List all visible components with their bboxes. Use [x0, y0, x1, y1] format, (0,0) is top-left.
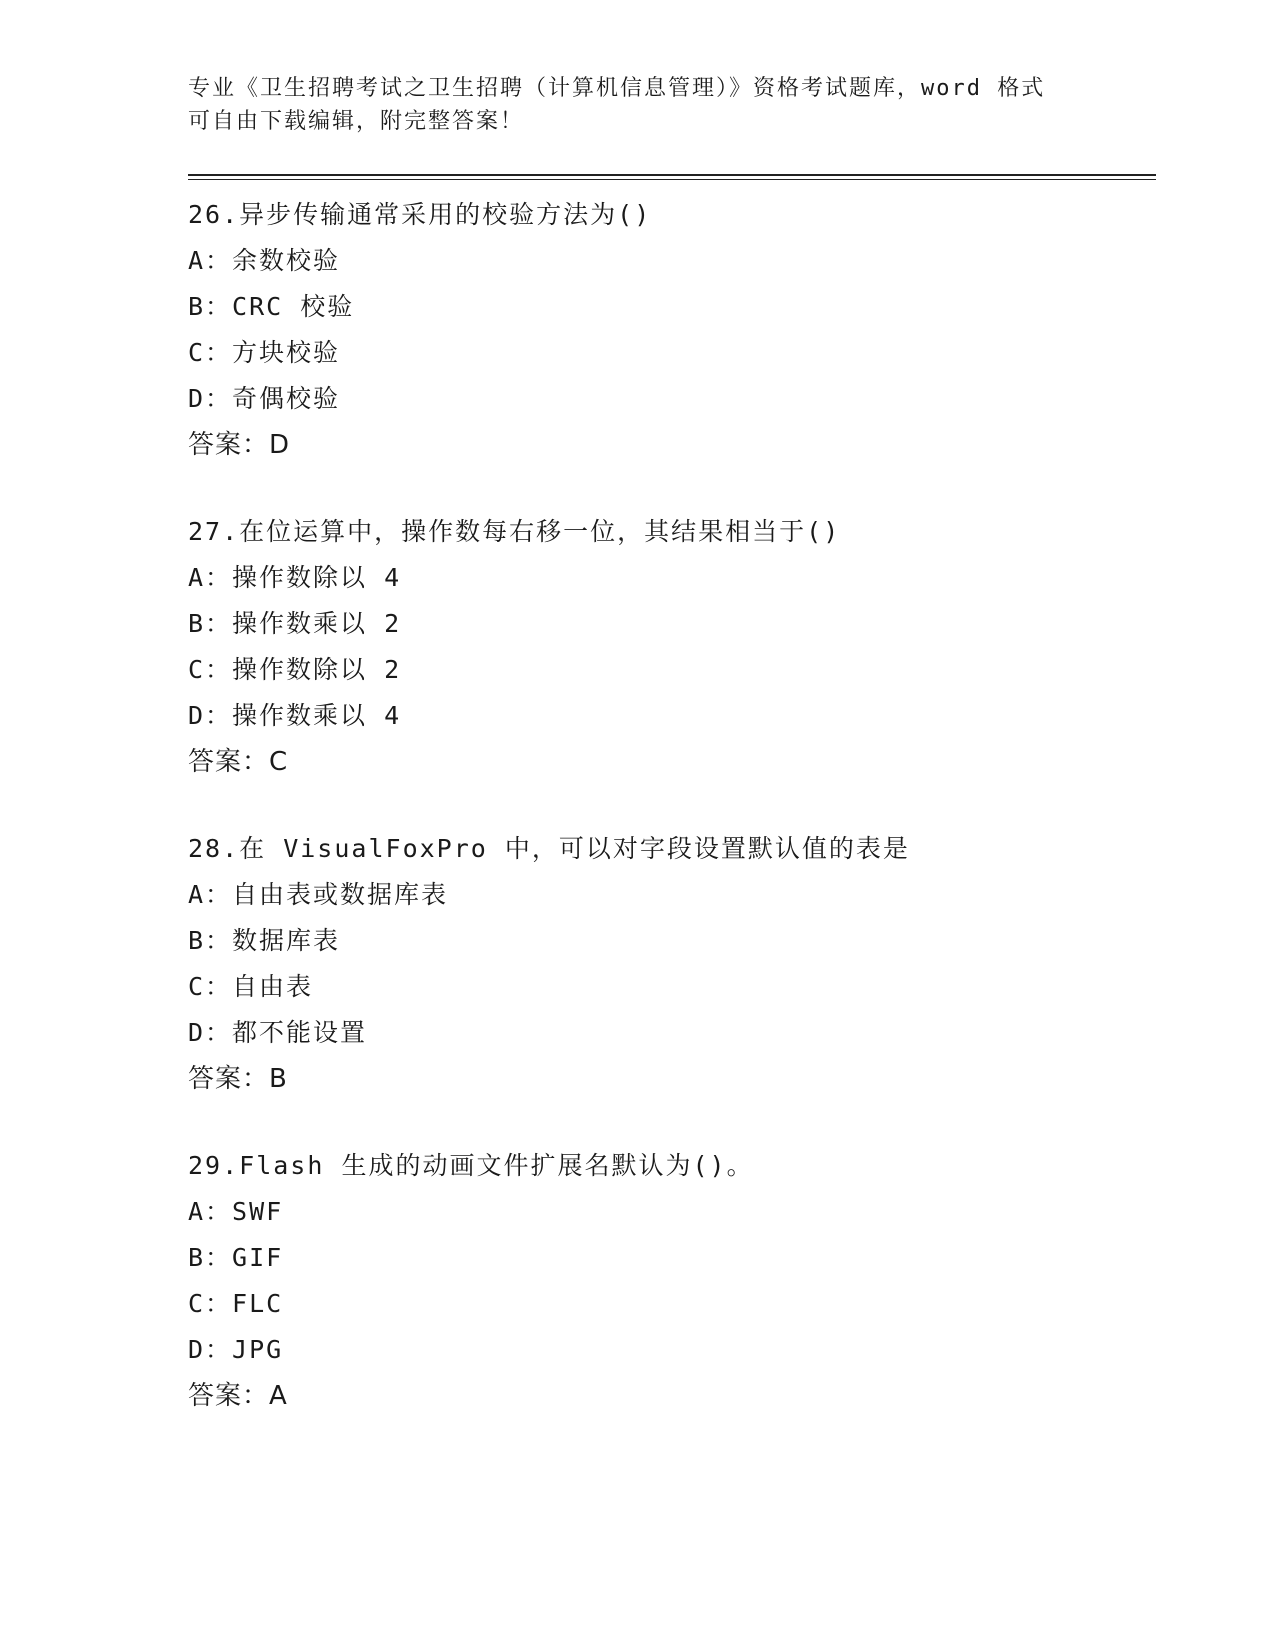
document-page: [188, 72, 1168, 1419]
option-a: A：余数校验: [188, 246, 341, 275]
question-27: [188, 509, 1168, 785]
question-26: [188, 192, 1168, 468]
question-stem: 29.Flash 生成的动画文件扩展名默认为()。: [188, 1151, 754, 1180]
option-d: D：奇偶校验: [188, 384, 341, 413]
answer-line: 答案：A: [188, 1381, 288, 1411]
option-b: B：CRC 校验: [188, 292, 355, 321]
option-c: C：方块校验: [188, 338, 341, 367]
option-b: B：操作数乘以 2: [188, 609, 402, 638]
option-d: D：都不能设置: [188, 1018, 368, 1047]
answer-line: 答案：C: [188, 747, 289, 777]
header-divider: [188, 174, 1156, 180]
option-b: B：数据库表: [188, 926, 341, 955]
intro-line-2: 可自由下载编辑，附完整答案！: [188, 109, 525, 134]
answer-line: 答案：D: [188, 430, 291, 460]
question-stem: 27.在位运算中，操作数每右移一位，其结果相当于(): [188, 517, 841, 546]
document-intro: [188, 72, 1068, 138]
question-stem: 28.在 VisualFoxPro 中，可以对字段设置默认值的表是: [188, 834, 910, 863]
option-c: C：自由表: [188, 972, 314, 1001]
option-a: A：SWF: [188, 1197, 284, 1226]
option-a: A：自由表或数据库表: [188, 880, 449, 909]
question-28: [188, 826, 1168, 1102]
option-c: C：操作数除以 2: [188, 655, 402, 684]
option-d: D：JPG: [188, 1335, 284, 1364]
option-a: A：操作数除以 4: [188, 563, 402, 592]
question-29: [188, 1143, 1168, 1419]
intro-line-1: 专业《卫生招聘考试之卫生招聘（计算机信息管理）》资格考试题库，word 格式: [188, 76, 1046, 101]
option-c: C：FLC: [188, 1289, 284, 1318]
option-b: B：GIF: [188, 1243, 284, 1272]
option-d: D：操作数乘以 4: [188, 701, 402, 730]
question-stem: 26.异步传输通常采用的校验方法为(): [188, 200, 652, 229]
answer-line: 答案：B: [188, 1064, 288, 1094]
